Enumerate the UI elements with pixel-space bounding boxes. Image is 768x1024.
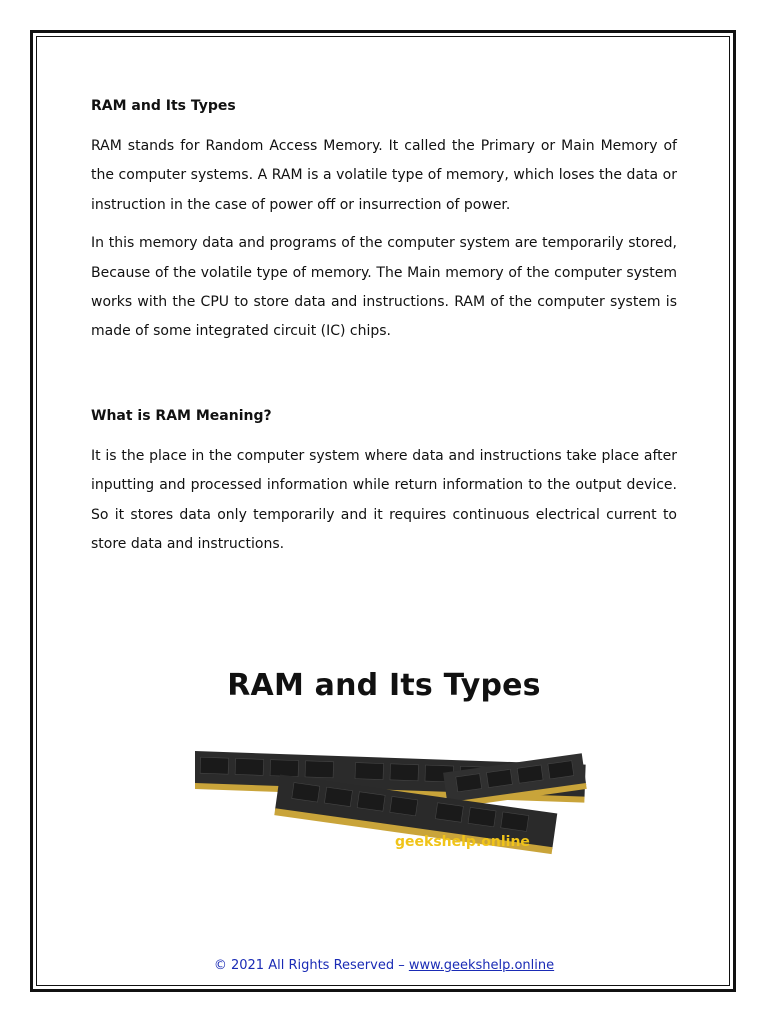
document-body — [91, 92, 677, 559]
paragraph: In this memory data and programs of the computer system are temporarily stored, Because of the volatile type of memory. The Main memory of the computer system works with the CPU to store data and instructions. RAM of the computer system is made of some integrated circuit (IC) chips. — [91, 235, 677, 340]
section-heading: RAM and Its Types — [91, 98, 236, 114]
figure-title: RAM and Its Types — [227, 668, 541, 703]
paragraph: It is the place in the computer system where data and instructions take place after inputting and processed information while return information to the output device. So it stores data only temporarily and it requires continuous electrical current to store data and instructions. — [91, 447, 677, 553]
section-heading: What is RAM Meaning? — [91, 407, 272, 424]
watermark-text: geekshelp.online — [395, 834, 530, 850]
copyright-text: © 2021 All Rights Reserved – — [213, 958, 409, 973]
paragraph: RAM stands for Random Access Memory. It called the Primary or Main Memory of the computer systems. A RAM is a volatile type of memory, which loses the data or instruction in the case of power off or insurrection of power. — [91, 138, 677, 213]
website-link[interactable]: www.geekshelp.online — [408, 958, 555, 973]
page-footer — [0, 958, 768, 973]
ram-figure — [0, 660, 768, 910]
ram-modules-image — [195, 740, 635, 900]
